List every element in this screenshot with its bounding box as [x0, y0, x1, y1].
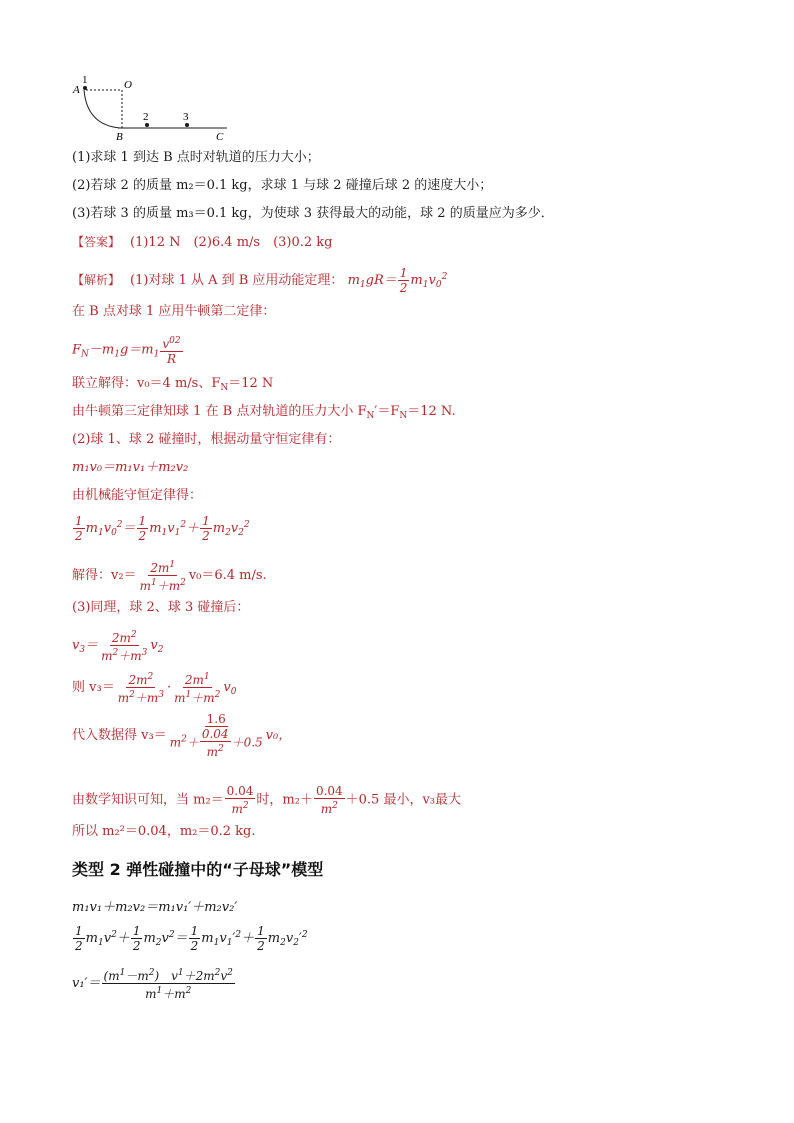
- label-C: C: [216, 131, 224, 143]
- formula-v1-prime: v₁′＝ $\frac{(m^1-m^2) v^1+2m^2v^2}{m^1+m^2}$: [72, 968, 233, 1001]
- answer-line: [72, 234, 333, 251]
- label-1: 1: [82, 74, 88, 86]
- eq-newton: $F_N-m_1g=m_1$ $\frac{v^{02}}{R}$: [72, 336, 181, 366]
- analysis-line-10: 解得：v₂＝ $\frac{2m^1}{m^1+m^2}$ v₀＝6.4 m/s.: [72, 560, 267, 593]
- formula-momentum: m₁v₁＋m₂v₂＝m₁v₁′＋m₂v₂′: [72, 900, 238, 915]
- label-3: 3: [183, 111, 189, 123]
- l10-text-b: v₀＝6.4 m/s.: [188, 568, 267, 583]
- analysis-l1-text: (1)对球 1 从 A 到 B 应用动能定理：: [130, 273, 344, 288]
- analysis-line-2: 在 B 点对球 1 应用牛顿第二定律：: [72, 304, 276, 319]
- analysis-line-14: 代入数据得 v₃＝ 1.6 $m^2+$ $\frac{0.04}{m^2}$ ＋0.5 v₀，: [72, 712, 292, 759]
- analysis-line-5: 由牛顿第三定律知球 1 在 B 点对轨道的压力大小 $F_N'=F_N=12$ N.: [72, 404, 456, 421]
- l15-text-b: 时，m₂＋: [256, 792, 313, 808]
- analysis-line-16: 所以 m₂²＝0.04，m₂＝0.2 kg.: [72, 824, 256, 839]
- analysis-line-6: (2)球 1、球 2 碰撞时，根据动量守恒定律有：: [72, 432, 341, 447]
- ball-1: [83, 86, 87, 90]
- analysis-tag: 【解析】: [72, 273, 121, 287]
- analysis-line-15: 由数学知识可知，当 m₂＝ $\frac{0.04}{m^2}$ 时，m₂＋ $\frac{0.04}{m^2}$ ＋0.5 最小，v₃最大: [72, 784, 462, 816]
- l4-text: 联立解得：v₀＝4 m/s、F: [72, 376, 221, 391]
- analysis-line-4: 联立解得：v₀＝4 m/s、$F_N=12$ N: [72, 376, 274, 393]
- l14-text-b: v₀，: [265, 728, 292, 743]
- label-A: A: [73, 84, 80, 96]
- question-1: (1)求球 1 到达 B 点时对轨道的压力大小；: [72, 150, 320, 165]
- eq-momentum: m₁v₀＝m₁v₁＋m₂v₂: [72, 460, 189, 475]
- analysis-line-13: 则 v₃＝ $\frac{2m^2}{m^2+m^3}$ · $\frac{2m^1}{m^1+m^2}$ $v_0$: [72, 672, 237, 705]
- quarter-circle-track: [84, 90, 120, 128]
- analysis-line-8: 由机械能守恒定律得：: [72, 488, 203, 503]
- answer-text: (1)12 N (2)6.4 m/s (3)0.2 kg: [130, 235, 333, 250]
- label-O: O: [124, 79, 132, 91]
- l15-text-a: 由数学知识可知，当 m₂＝: [72, 792, 224, 808]
- l5-text-a: 由牛顿第三定律知球 1 在 B 点对轨道的压力大小 F: [72, 404, 367, 419]
- eq-energy: $m_1gR=$ $\frac{1}{2}$ $m_1v_0^2$: [347, 266, 448, 295]
- ball-3: [185, 123, 189, 127]
- l15-text-c: ＋0.5 最小，v₃最大: [345, 792, 462, 808]
- label-2: 2: [143, 111, 149, 123]
- track-diagram: [72, 70, 242, 150]
- analysis-line-1: [72, 266, 447, 295]
- eq-v3: $v_3=$ $\frac{2m^2}{m^2+m^3}$ $v_2$: [72, 630, 164, 663]
- label-B: B: [116, 131, 123, 143]
- question-2: (2)若球 2 的质量 m₂＝0.1 kg，求球 1 与球 2 碰撞后球 2 的速度大小；: [72, 178, 493, 193]
- formula-energy: $\frac{1}{2}$ $m_1v^2+$ $\frac{1}{2}$ $m_2v^2=$ $\frac{1}{2}$ $m_1v_1'^2+$ $\frac{1}{2}$ $m_2v_2'^2$: [75, 924, 308, 953]
- question-3: (3)若球 3 的质量 m₃＝0.1 kg，为使球 3 获得最大的动能，球 2 的质量应为多少．: [72, 206, 554, 221]
- answer-tag: 【答案】: [72, 235, 121, 249]
- f3-text-a: v₁′＝: [72, 976, 101, 991]
- l4-text-b: ＝12 N: [228, 376, 274, 391]
- analysis-line-11: (3)同理，球 2、球 3 碰撞后：: [72, 600, 250, 615]
- l10-text-a: 解得：v₂＝: [72, 568, 137, 583]
- l5-text-c: ＝12 N.: [407, 404, 456, 419]
- section-title: 类型 2 弹性碰撞中的“子母球”模型: [72, 860, 324, 879]
- l13-text-a: 则 v₃＝: [72, 680, 115, 695]
- l5-text-b: ′＝F: [374, 404, 400, 419]
- ball-2: [145, 123, 149, 127]
- eq-energy-conservation: $\frac{1}{2}$ $m_1v_0^2=$ $\frac{1}{2}$ $m_1v_1^2+$ $\frac{1}{2}$ $m_2v_2^2$: [75, 514, 250, 543]
- l14-numerator: 1.6: [206, 712, 226, 726]
- l14-text-a: 代入数据得 v₃＝: [72, 728, 167, 743]
